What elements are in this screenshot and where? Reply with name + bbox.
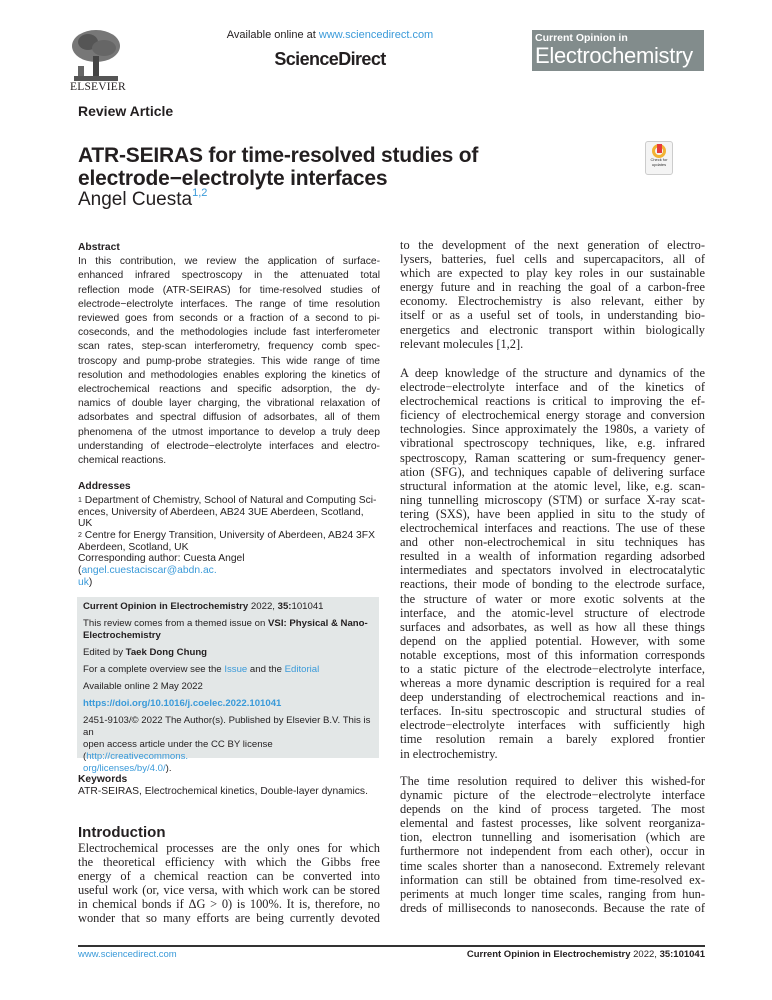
email-link[interactable]: angel.cuestaciscar@abdn.ac. — [81, 565, 217, 576]
corresponding-author — [78, 553, 380, 589]
text-line: energetics and electronic transport within biologically — [400, 322, 705, 337]
text-line: electrode−electrolyte interfaces. The range of time resolution — [78, 298, 380, 310]
footer-journal: Current Opinion in Electrochemistry — [466, 949, 631, 960]
address-2 — [78, 530, 380, 542]
text-line: electrochemical reactions is critical to improving the ef- — [400, 394, 705, 409]
text-line: electrochemical interfaces and reactions. The use of these — [400, 521, 705, 536]
text-line: technologies. Since approximately the 1980s, a variety of — [400, 422, 705, 437]
text-line: troscopy and pump-probe strategies. This wide range of time — [78, 355, 380, 367]
themed-issue-name-cont: Electrochemistry — [83, 630, 161, 641]
text-line: The time resolution required to deliver this wished-for — [400, 774, 705, 788]
text-line: relevant molecules [1,2]. — [400, 336, 524, 351]
check-for-updates-label: Check for updates — [650, 157, 668, 167]
text-line: chemical reactions. — [78, 455, 167, 467]
text-line: and other non-electrochemical in situ techniques has — [400, 535, 705, 550]
text-line: deep understanding of electrochemical reactions and in- — [400, 690, 705, 705]
text-line: lysers, batteries, fuel cells and supercapacitors, all of — [400, 252, 705, 267]
text-line: itself or as a useful set of tools, in understanding bio- — [400, 308, 705, 323]
author-affiliation-links[interactable]: 1,2 — [192, 187, 208, 199]
text-line: coseconds, and the methodologies include fast interferometer — [78, 327, 380, 339]
article-info-box — [77, 597, 379, 774]
text-line: structural information at the atomic level, like, e.g. scan- — [400, 478, 705, 493]
text-line: electrode−electrolyte interfaces with sufficiently high — [400, 718, 705, 733]
abstract-heading: Abstract — [78, 242, 120, 253]
text-line: to the development of the next generation of electro- — [400, 238, 705, 252]
author — [78, 189, 207, 211]
text-line: economy. Electrochemistry is also relevant, either by — [400, 294, 705, 309]
email-link-cont[interactable]: uk — [78, 577, 89, 588]
themed-issue — [83, 618, 373, 642]
body-paragraph — [400, 774, 705, 915]
text-line: resulted in a wealth of information regarding adsorbed — [400, 549, 705, 564]
text-line: phenomena of the utmost importance to develop a truly deep — [78, 426, 380, 438]
text-line: spectroscopy, Raman scattering or sum-frequency gener- — [400, 450, 705, 465]
abstract-text — [78, 255, 380, 468]
introduction-text — [78, 841, 380, 926]
available-label: Available online at — [226, 29, 319, 41]
text-line: information can still be obtained from time-resolved ex- — [400, 872, 705, 887]
text-line: interface, and the atomic-level structure of electrode — [400, 605, 705, 620]
text-line: In this contribution, we review the application of surface- — [78, 256, 380, 268]
text-line: tion, electron tunnelling and isomerisation (which are — [400, 830, 705, 845]
text-line: reflection mode (ATR-SEIRAS) for time-resolved studies of — [78, 284, 380, 296]
text-line: ficiency of electrochemical energy storage and conversion — [400, 408, 705, 423]
address-number: 1 — [78, 496, 82, 504]
elsevier-tree-logo — [70, 28, 122, 84]
text-line: electrochemical reactions and specific adsorption, the dy- — [78, 384, 380, 396]
text-line: understanding of electrode−electrolyte interfaces and electro- — [78, 440, 380, 452]
check-for-updates-icon[interactable] — [645, 141, 673, 175]
text-line: vibrational spectroscopy techniques, like, e.g. infrared — [400, 436, 705, 451]
journal-badge-line2: Electrochemistry — [535, 43, 693, 68]
footer-sciencedirect-link[interactable]: www.sciencedirect.com — [78, 949, 177, 960]
sciencedirect-link[interactable]: www.sciencedirect.com — [318, 29, 434, 41]
doi-link[interactable]: https://doi.org/10.1016/j.coelec.2022.101041 — [83, 698, 282, 709]
keywords-section — [78, 774, 380, 798]
license-text-cont: open access article under the CC BY license ( — [83, 739, 273, 762]
text-line: resolution and methodologies enables exploring the kinetics of — [78, 369, 380, 381]
citation-line — [83, 601, 373, 613]
text-line: reviewed goes from seconds or a fraction of a second to pi- — [78, 313, 380, 325]
issue-link[interactable]: Issue — [224, 664, 248, 675]
footer-citation — [467, 949, 705, 960]
keywords-heading: Keywords — [78, 774, 128, 785]
text-line: wonder that so many efforts are being currently devoted — [78, 911, 380, 926]
text-line: terfaces. In-situ spectroscopic and structural studies of — [400, 704, 705, 719]
text-line: electrode−electrolyte interface and of the kinetics of — [400, 380, 705, 395]
themed-label: This review comes from a themed issue on — [83, 618, 269, 629]
text-line: useful work (or, vice versa, with which work can be stored — [78, 883, 380, 898]
title-line: electrode−electrolyte interfaces — [78, 167, 388, 190]
text-line: enhanced infrared spectroscopy in the attenuated total — [78, 270, 380, 282]
editorial-link[interactable]: Editorial — [284, 664, 320, 675]
text-line: furthermore not independent from each other), occur in — [400, 844, 705, 859]
text-line: time resolution remain a barely explored frontier — [400, 732, 705, 747]
publisher-name: ELSEVIER — [70, 81, 126, 93]
license-link-cont[interactable]: org/licenses/by/4.0/ — [83, 763, 166, 774]
text-line: intermediates and spectators involved in electrocatalytic — [400, 563, 705, 578]
text-line: depends on the kind of process targeted. The most — [400, 802, 705, 817]
text-line: the theoretical efficiency with which the Gibbs free — [78, 855, 380, 870]
address-1 — [78, 495, 380, 507]
address-2-cont: Aberdeen, Scotland, UK — [78, 541, 189, 553]
journal-name: Current Opinion in Electrochemistry — [83, 601, 249, 612]
address-text: Centre for Energy Transition, University of Aberdeen, AB24 3FX — [81, 530, 375, 542]
addresses-section — [78, 481, 380, 554]
available-online — [160, 29, 500, 41]
text-line: ning tunnelling microscopy (STM) or surface X-ray scat- — [400, 492, 705, 507]
text-line: notable exceptions, most of this information corresponds — [400, 647, 705, 662]
body-paragraph — [400, 238, 705, 351]
text-line: to a static picture of the electrode−electrolyte interface, — [400, 661, 705, 676]
address-1-cont: ences, University of Aberdeen, AB24 3UE Aberdeen, Scotland, UK — [78, 506, 364, 530]
text-line: in chemical bonds if ΔG > 0) is 100%. It is, therefore, no — [78, 897, 380, 912]
editor-name: Taek Dong Chung — [125, 647, 208, 658]
text-line: scan rates, step-scan interferometry, frequency comb spec- — [78, 341, 380, 353]
title-line: ATR-SEIRAS for time-resolved studies of — [78, 144, 479, 167]
text-line: energy of a chemical reaction can be converted into — [78, 869, 380, 884]
corresponding-label: Corresponding author: Cuesta Angel ( — [78, 553, 245, 576]
text-line: periments at much longer time scales, ranging from hun- — [400, 886, 705, 901]
text-line: namics of double layer charging, the vibrational relaxation of — [78, 398, 380, 410]
journal-badge-line1: Current Opinion in — [535, 32, 628, 44]
author-name: Angel Cuesta — [78, 189, 193, 210]
abstract-section — [78, 241, 380, 468]
footer-divider — [78, 945, 705, 947]
footer-year: 2022, — [630, 949, 660, 960]
article-title — [78, 144, 478, 190]
text-line: which are expected to play key roles in our sustainable — [400, 266, 705, 281]
volume: 35: — [277, 601, 292, 612]
body-paragraph — [400, 366, 705, 761]
journal-badge — [532, 30, 704, 71]
paren: ) — [88, 577, 93, 588]
text-line: dreds of milliseconds to nanoseconds. Because the rate of — [400, 900, 705, 915]
text-line: dynamic picture of the electrode−electrolyte interface — [400, 788, 705, 803]
available-online-date: Available online 2 May 2022 — [83, 681, 203, 692]
text-line: whereas a more dynamic description is required for a real — [400, 676, 705, 691]
license-link[interactable]: http://creativecommons. — [86, 751, 189, 762]
text-line: in electrochemistry. — [400, 746, 498, 761]
themed-issue-name: VSI: Physical & Nano- — [268, 618, 368, 629]
text-line: ation (SFG), and techniques capable of delivering surface — [400, 464, 705, 479]
introduction-heading: Introduction — [78, 824, 166, 841]
year: 2022, — [248, 601, 278, 612]
article-number: 101041 — [291, 601, 324, 612]
edited-label: Edited by — [83, 647, 126, 658]
text-line: surfaces and adsorbates, as well as how all these things — [400, 619, 705, 634]
overview-label: For a complete overview see the — [83, 664, 225, 675]
text-line: elemental and fastest processes, like solvent reorganiza- — [400, 816, 705, 831]
text-line: time scales shorter than a nanosecond. Extremely relevant — [400, 858, 705, 873]
article-type: Review Article — [78, 103, 174, 119]
text-line: Electrochemical processes are the only ones for which — [78, 841, 380, 855]
license-suffix: ). — [165, 763, 172, 774]
license-text: 2451-9103/© 2022 The Author(s). Published by Elsevier B.V. This is an — [83, 715, 371, 738]
text-line: depend on the applied potential. However, with some — [400, 633, 705, 648]
address-number: 2 — [78, 532, 82, 540]
footer-volume: 35:101041 — [659, 949, 705, 960]
keywords-text: ATR-SEIRAS, Electrochemical kinetics, Double-layer dynamics. — [78, 786, 368, 797]
text-line: reactions, their mode of bonding to the electrode surface, — [400, 577, 705, 592]
editor-line — [83, 647, 373, 659]
overview-mid: and the — [247, 664, 285, 675]
text-line: A deep knowledge of the structure and dynamics of the — [400, 366, 705, 380]
text-line: energy future and in reaching the goal of a carbon-free — [400, 280, 705, 295]
overview-line — [83, 664, 373, 676]
address-text: Department of Chemistry, School of Natural and Computing Sci- — [81, 494, 377, 506]
addresses-heading: Addresses — [78, 481, 131, 492]
license — [83, 715, 373, 775]
sciencedirect-logo: ScienceDirect — [274, 49, 386, 69]
text-line: the structure of water or more exotic solvents at the — [400, 591, 705, 606]
text-line: adsorbates and spectral diffusion of adsorbates, all of them — [78, 412, 380, 424]
text-line: tering (SXS), have been applied in situ to the study of — [400, 506, 705, 521]
